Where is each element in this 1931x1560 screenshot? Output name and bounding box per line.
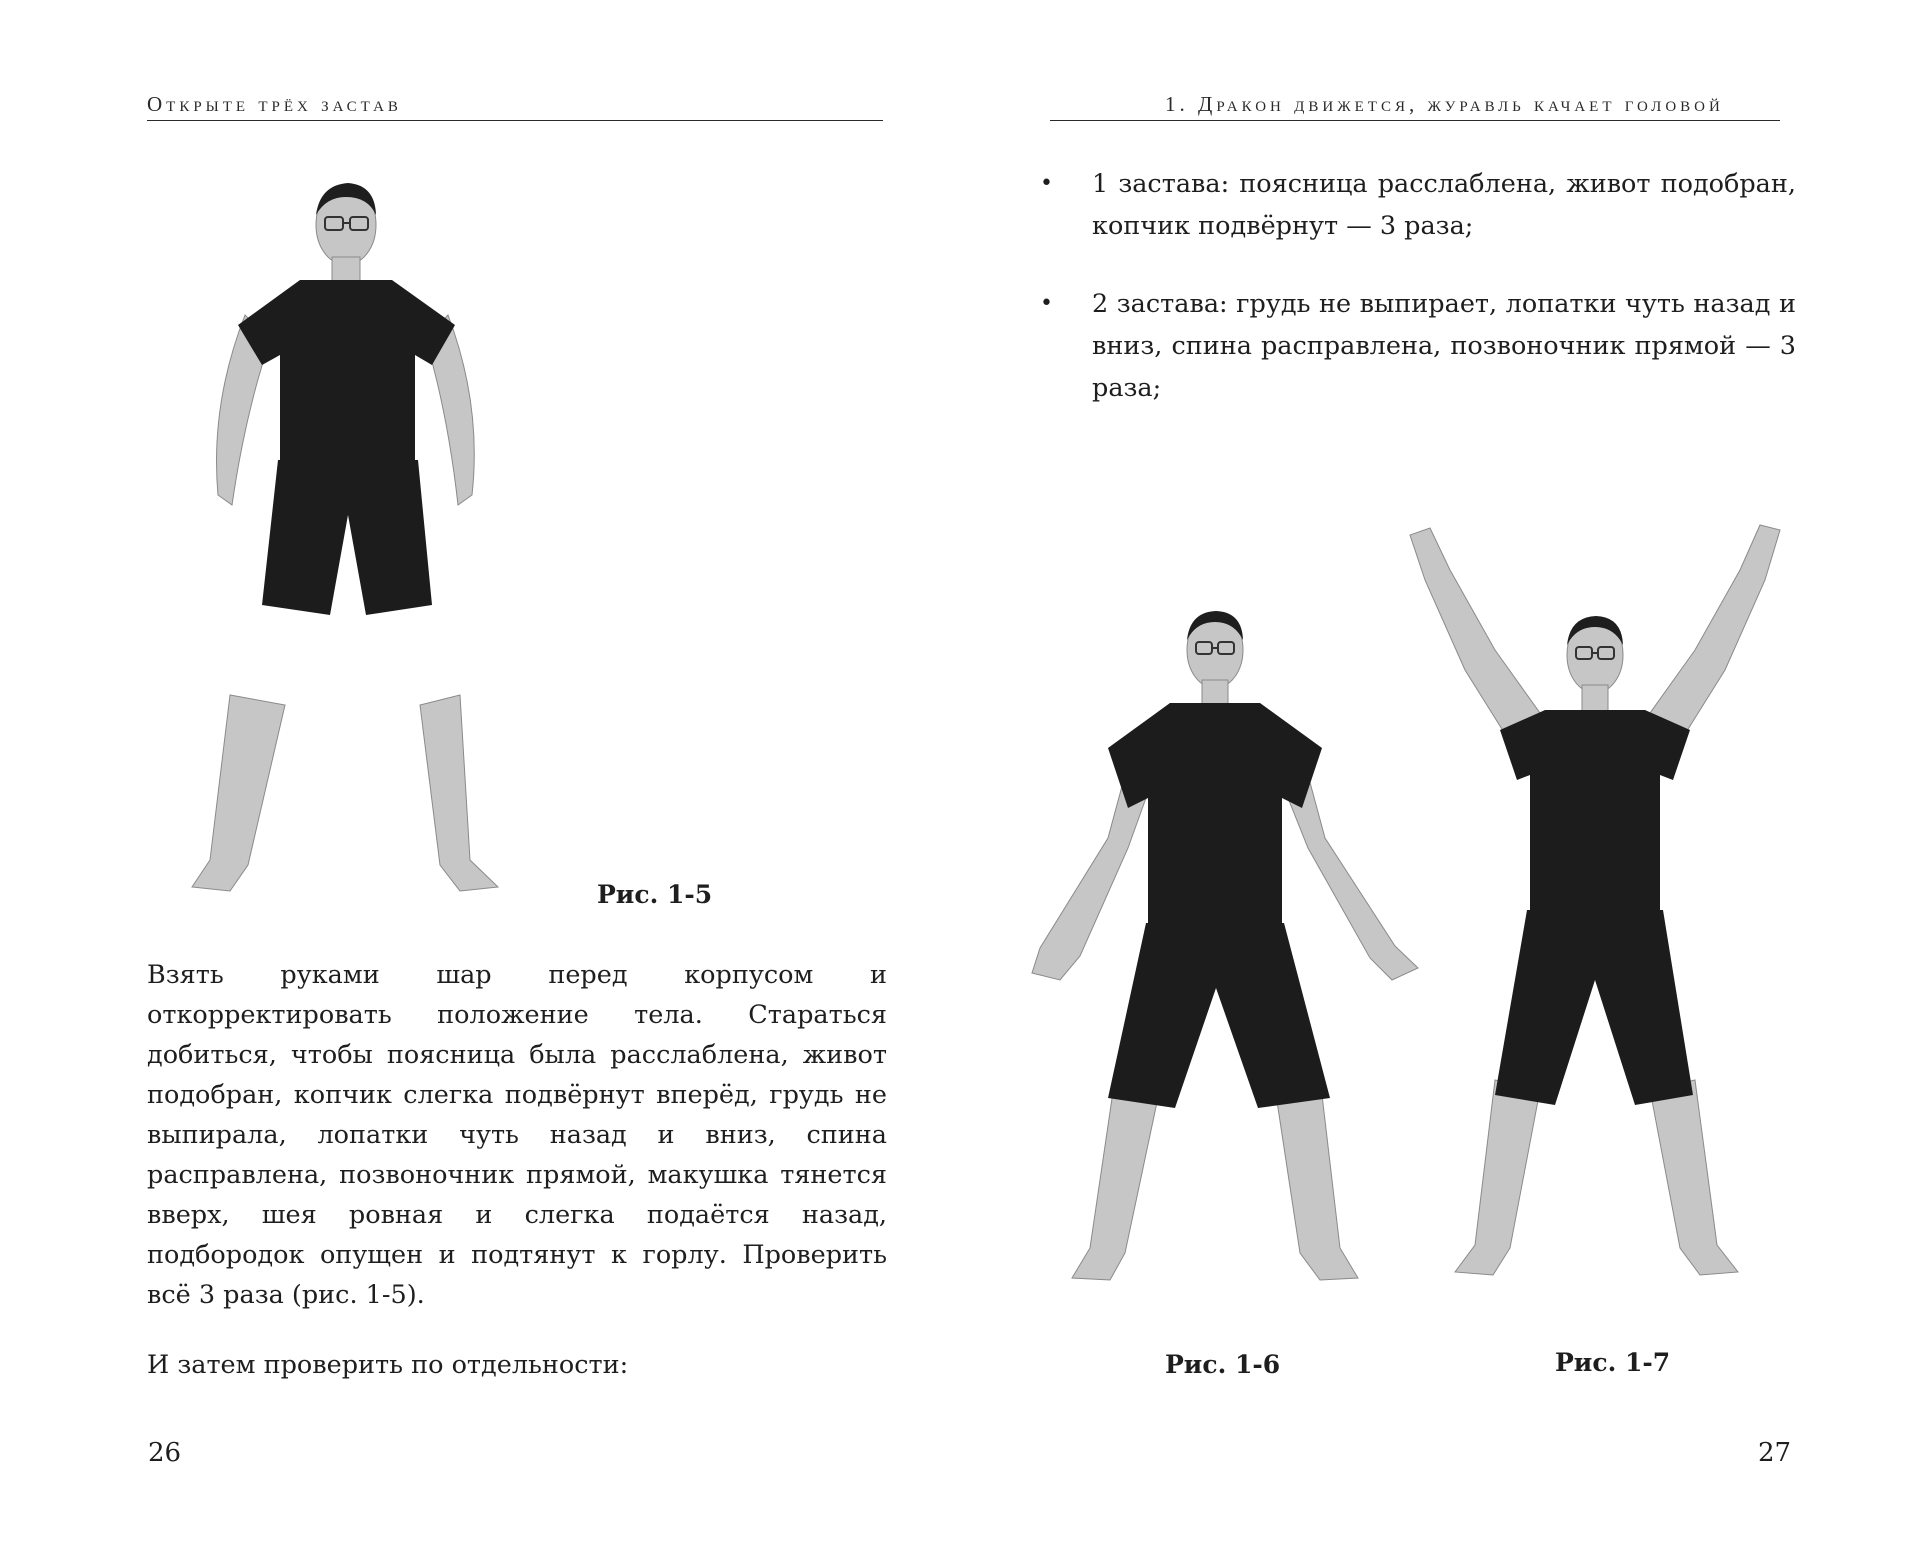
page-number-left: 26: [148, 1438, 182, 1468]
header-rule-left: [147, 120, 883, 121]
page-number-right: 27: [1758, 1438, 1792, 1468]
bullet-dot-icon: •: [1040, 291, 1053, 316]
header-rule-right: [1050, 120, 1780, 121]
paragraph-1: Взять руками шар перед корпусом и откорректировать положение тела. Стараться добиться, чтобы поясница была расслаблена, живот подобран, копчик слегка подвёрнут вперёд, грудь не выпирала, лопатки чуть назад и вниз, спина расправлена, позвоночник прямой, макушка тянется вверх, шея ровная и слегка подаётся назад, подбородок опущен и подтянут к горлу. Проверить всё 3 раза (рис. 1-5).: [147, 960, 887, 1310]
figure-1-5-photo: [170, 175, 530, 910]
body-text: [147, 955, 887, 1385]
figure-caption-1-6: Рис. 1-6: [1165, 1350, 1281, 1379]
bullet-list: [1036, 163, 1796, 445]
figure-1-7-photo: [1395, 520, 1795, 1295]
figure-caption-1-5: Рис. 1-5: [597, 880, 713, 909]
left-page: [0, 0, 965, 1560]
figure-1-6-photo: [1020, 608, 1430, 1293]
figure-caption-1-7: Рис. 1-7: [1555, 1348, 1671, 1377]
running-head-right: 1. Дракон движется, журавль качает головой: [1165, 92, 1724, 116]
paragraph-2: И затем проверить по отдельности:: [147, 1350, 629, 1380]
bullet-item: • 2 застава: грудь не выпирает, лопатки чуть назад и вниз, спина расправлена, позвоночник прямой — 3 раза;: [1036, 283, 1796, 409]
bullet-item: • 1 застава: поясница расслаблена, живот подобран, копчик подвёрнут — 3 раза;: [1036, 163, 1796, 247]
running-head-left: Открыте трёх застав: [147, 92, 402, 116]
bullet-dot-icon: •: [1040, 171, 1053, 196]
